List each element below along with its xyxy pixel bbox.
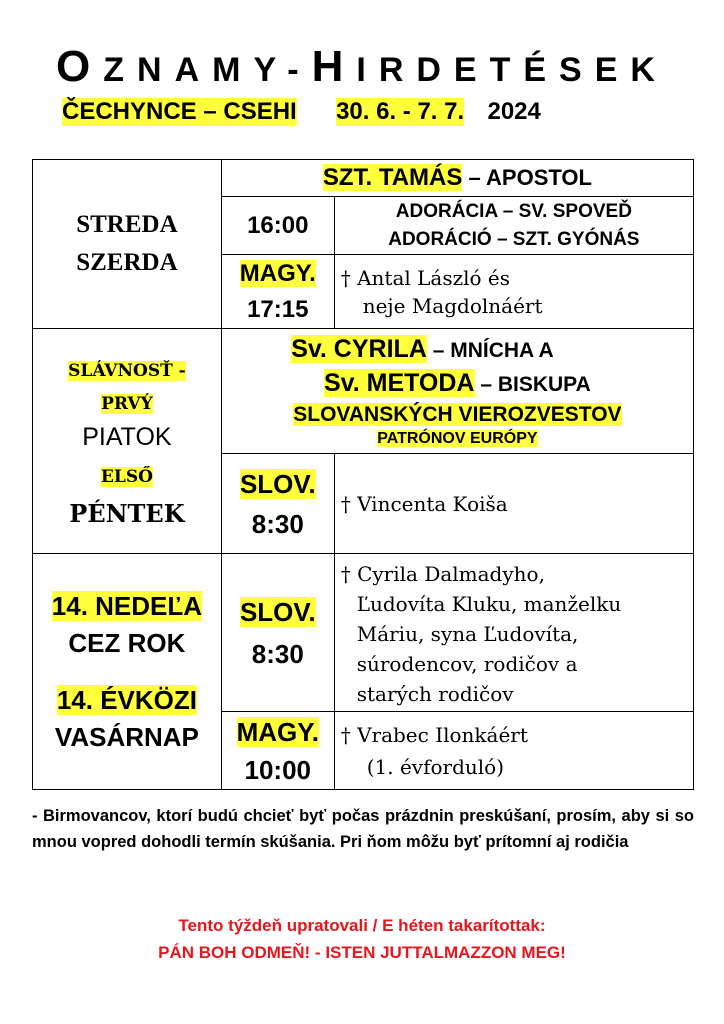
intention-cell: † Vrabec Ilonkáért (1. évforduló) <box>334 712 693 790</box>
mass-time: SLOV. 8:30 <box>221 454 334 554</box>
friday-day-cell: SLÁVNOSŤ - PRVÝ PIATOK ELSŐ PÉNTEK <box>33 329 222 554</box>
thanks-text: Tento týždeň upratovali / E héten takarítottak: PÁN BOH ODMEŇ! - ISTEN JUTTALMAZZON MEG! <box>158 916 566 962</box>
mass-time: MAGY. 10:00 <box>221 712 334 790</box>
day-hu: SZERDA <box>76 249 178 276</box>
language-badge: SLOV. <box>239 596 316 627</box>
wednesday-day-cell <box>33 160 222 329</box>
intention-cell: † Vincenta Koiša <box>334 454 693 554</box>
intention-cell: † Cyrila Dalmadyho, Ľudovíta Kluku, manželku Máriu, syna Ľudovíta, súrodencov, rodičov a starých rodičov <box>334 554 693 712</box>
page-title: OZNAMY-HIRDETÉSEK <box>56 42 668 91</box>
friday-feast: Sv. CYRILA – MNÍCHA A Sv. METODA – BISKUPA SLOVANSKÝCH VIEROZVESTOV PATRÓNOV EURÓPY <box>221 329 693 454</box>
wednesday-feast: SZT. TAMÁS – APOSTOL <box>221 160 693 197</box>
subtitle <box>62 98 541 126</box>
mass-time: 16:00 <box>221 197 334 255</box>
sunday-day-cell: 14. NEDEĽA CEZ ROK 14. ÉVKÖZI VASÁRNAP <box>33 554 222 790</box>
year: 2024 <box>487 98 541 125</box>
place-name: ČECHYNCE – CSEHI <box>62 98 297 125</box>
language-badge: MAGY. <box>236 716 319 747</box>
day-sk: STREDA <box>76 211 178 238</box>
language-badge: SLOV. <box>239 468 316 499</box>
schedule-table <box>32 159 694 790</box>
mass-time: MAGY. 17:15 <box>221 255 334 329</box>
intention-cell: † Antal László és neje Magdolnáért <box>334 255 693 329</box>
notice-text: - Birmovancov, ktorí budú chcieť byť počas prázdnin preskúšaní, prosím, aby si so mnou vopred dohodli termín skúšania. Pri ňom môžu byť prítomní aj rodičia <box>32 807 694 851</box>
mass-time: SLOV. 8:30 <box>221 554 334 712</box>
language-badge: MAGY. <box>239 259 316 287</box>
date-range: 30. 6. - 7. 7. <box>336 98 465 125</box>
event-cell: ADORÁCIA – SV. SPOVEĎ ADORÁCIÓ – SZT. GYÓNÁS <box>334 197 693 255</box>
